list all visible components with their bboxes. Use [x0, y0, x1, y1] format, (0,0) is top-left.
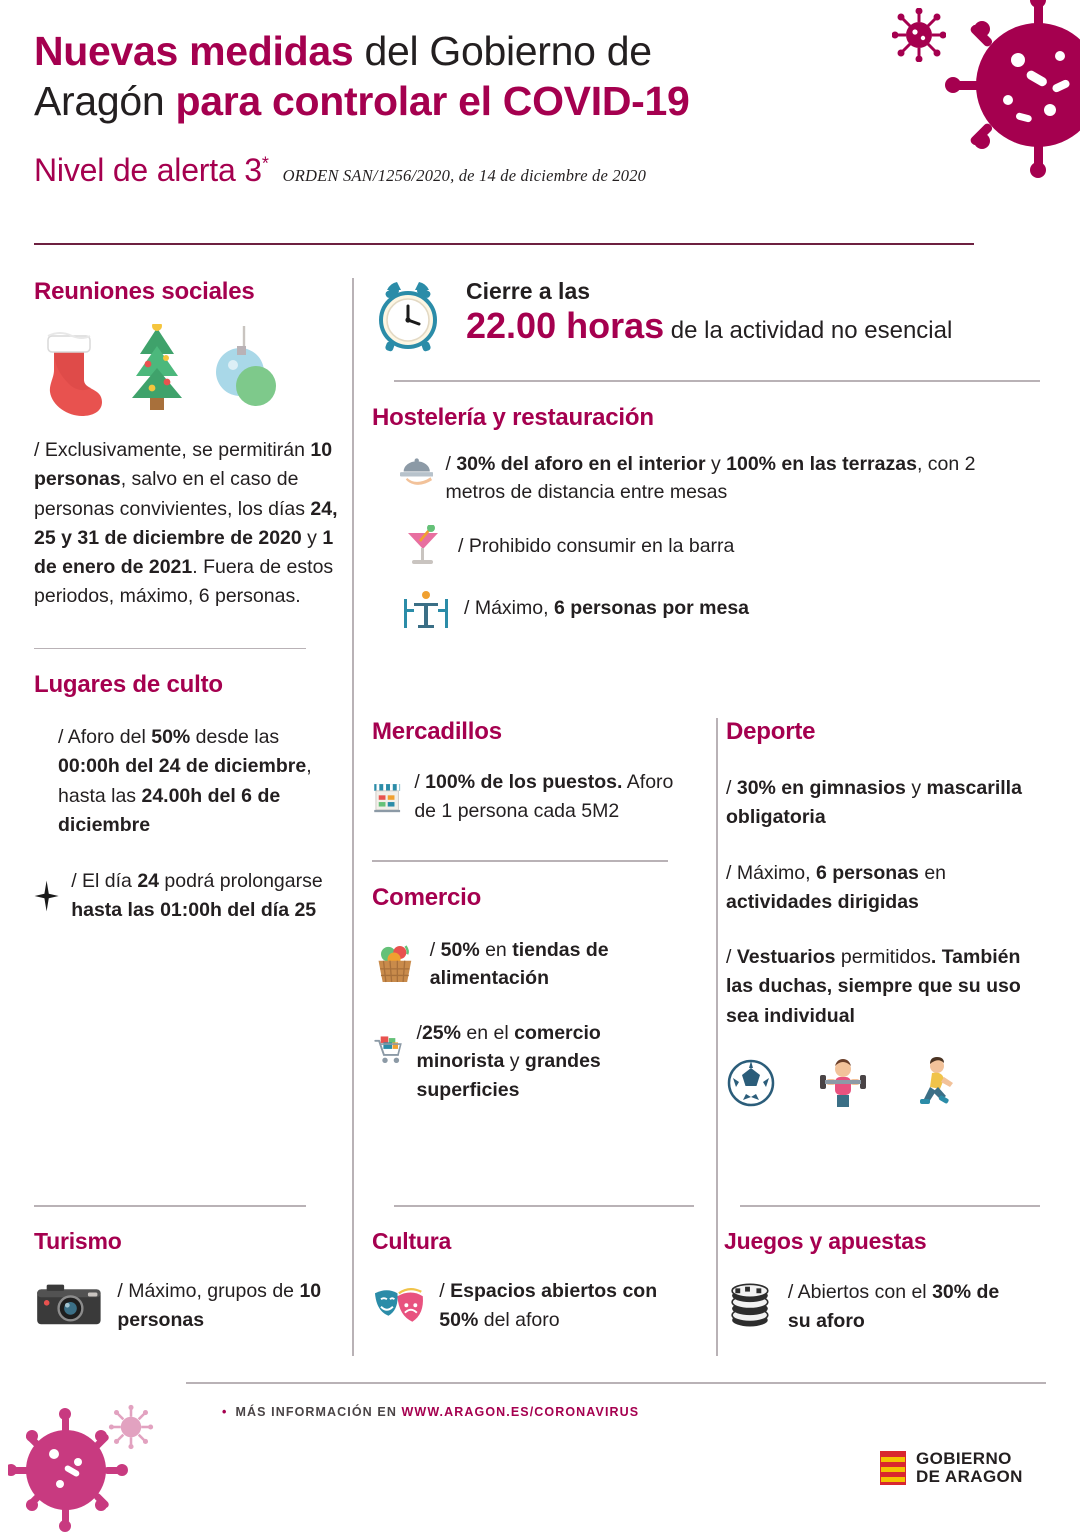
aragon-flag-icon [880, 1451, 906, 1485]
hos-1-b2: 100% en las terrazas [726, 452, 917, 475]
worship-1-a: / Aforo del [58, 726, 152, 748]
com-2-b2: comercio minorista [416, 1021, 601, 1073]
page-title-plain-2: Aragón [34, 78, 176, 125]
social-text [34, 436, 346, 612]
markets-item-text [414, 768, 678, 825]
alarm-clock-icon [372, 278, 444, 354]
left-divider-1 [34, 648, 306, 650]
mid-divider-1 [394, 380, 1040, 382]
hospitality-item-1-text [445, 450, 1040, 507]
star-burst-icon [34, 866, 59, 926]
order-reference: ORDEN SAN/1256/2020, de 14 de diciembre de 2020 [282, 166, 647, 186]
page-title-line-1 [34, 26, 914, 76]
culture-block [352, 1228, 696, 1339]
social-text-c: y [301, 526, 323, 549]
virus-svg-small-bottom [108, 1404, 154, 1450]
virus-illustration-small-bottom [108, 1404, 154, 1455]
worship-1-b2: 00:00h del 24 de diciembre [58, 755, 307, 778]
cocktail-icon [400, 525, 446, 569]
markets-a: / [414, 771, 426, 793]
virus-svg-large [930, 0, 1080, 220]
sport-3-c: permitidos [835, 946, 931, 968]
footer-url[interactable]: WWW.ARAGON.ES/CORONAVIRUS [401, 1405, 640, 1419]
poker-chips-icon [724, 1275, 776, 1339]
commerce-item-2-text [417, 1019, 678, 1105]
culture-item-text [439, 1277, 696, 1334]
social-text-a: / Exclusivamente, se permitirán [34, 439, 311, 461]
com-2-b1: 25% [421, 1021, 461, 1044]
sport-icons-row [726, 1057, 1022, 1109]
section-title-tourism: Turismo [34, 1228, 122, 1254]
bottom-divider-mid [394, 1205, 694, 1207]
social-text-b3: 1 de enero de 2021 [34, 526, 334, 578]
commerce-item-2 [372, 1019, 678, 1105]
alert-level-text: Nivel de alerta 3 [34, 152, 262, 189]
culture-item [372, 1275, 696, 1337]
bottom-divider-right [740, 1205, 1040, 1207]
page-title-highlight-1: Nuevas medidas [34, 28, 354, 74]
section-title-culture: Cultura [372, 1228, 452, 1254]
section-title-social: Reuniones sociales [34, 278, 255, 305]
sport-item-3 [726, 943, 1022, 1031]
com-1-a: / [429, 938, 441, 961]
camera-icon [34, 1275, 105, 1337]
theatre-masks-icon [372, 1275, 427, 1337]
column-markets-commerce [372, 718, 702, 1109]
footer-bullet: • [222, 1405, 228, 1419]
column-divider-1 [352, 278, 354, 1356]
com-1-b1: 50% [440, 938, 480, 961]
gambling-block [696, 1228, 1026, 1339]
christmas-stocking-icon [34, 330, 104, 416]
closing-time-texts [466, 278, 952, 346]
closing-rest: de la actividad no esencial [664, 317, 953, 344]
section-title-worship: Lugares de culto [34, 671, 223, 698]
gov-line-1: GOBIERNO [916, 1449, 1012, 1468]
hos-1-d: , con 2 metros de distancia entre mesas [445, 452, 976, 504]
social-text-d: . Fuera de estos periodos, máximo, 6 personas. [34, 556, 334, 608]
worship-1-d: , hasta las [58, 755, 312, 807]
left-column [34, 278, 346, 926]
worship-item-2-text [71, 867, 346, 924]
worship-1-b3: 24.00h del 6 de diciembre [58, 784, 281, 836]
footer-info [222, 1405, 639, 1419]
com-2-b3: grandes superficies [416, 1050, 601, 1102]
gambling-item-text [788, 1278, 1026, 1335]
weightlifter-icon [816, 1057, 870, 1109]
virus-illustration-bottom-left [8, 1392, 138, 1537]
com-1-c: en [479, 938, 513, 961]
section-title-gambling: Juegos y apuestas [724, 1228, 927, 1254]
table-chairs-icon [400, 587, 452, 631]
food-dome-icon [400, 450, 433, 490]
social-text-b1: 10 personas [34, 439, 333, 491]
worship-1-c: desde las [190, 726, 280, 748]
sport-3-b3: duchas, siempre que su uso sea individual [726, 975, 1021, 1027]
column-sport [702, 718, 1022, 1109]
tourism-item-text [117, 1277, 352, 1334]
markets-item [372, 768, 678, 826]
section-title-markets: Mercadillos [372, 718, 502, 745]
market-stall-icon [372, 768, 402, 826]
footer-divider [186, 1382, 1046, 1384]
hospitality-item-1 [400, 450, 1040, 507]
sport-3-b1: Vestuarios [736, 946, 836, 968]
hos-3-b1: 6 personas por mesa [553, 597, 750, 620]
commerce-item-1-text [430, 936, 678, 993]
sport-3-b2: . También las [726, 946, 1021, 998]
sport-3-a: / [726, 946, 737, 968]
section-title-hospitality: Hostelería y restauración [372, 403, 654, 431]
culture-c: del aforo [478, 1309, 560, 1331]
worship-1-b1: 50% [151, 726, 191, 748]
com-1-b2: tiendas de alimentación [429, 938, 609, 990]
sport-1-c: y [905, 777, 927, 799]
hospitality-item-3-text [464, 594, 749, 623]
worship-2-c: podrá prolongarse [159, 870, 323, 893]
commerce-item-1 [372, 936, 678, 993]
sport-1-b1: 30% en gimnasios [736, 777, 906, 799]
gov-line-2: DE ARAGON [916, 1466, 1023, 1486]
middle-column-top [372, 278, 1040, 649]
alert-level-label [34, 152, 269, 189]
bottom-divider-left [34, 1205, 306, 1207]
tourism-a: / Máximo, grupos de [117, 1280, 300, 1303]
government-logo [880, 1450, 1023, 1486]
christmas-tree-icon [122, 324, 192, 416]
markets-b1: 100% de los puestos. [425, 771, 623, 793]
hospitality-item-2 [400, 525, 1040, 569]
com-2-d: y [504, 1050, 525, 1073]
bottom-row [34, 1228, 1046, 1339]
hospitality-item-3 [400, 587, 1040, 631]
mid-right-columns [372, 718, 1040, 1109]
hos-1-b1: 30% del aforo en el interior [456, 452, 706, 475]
sport-item-1 [726, 774, 1022, 833]
shopping-cart-icon [372, 1019, 405, 1081]
mid-divider-2 [372, 860, 668, 862]
hospitality-items [372, 450, 1040, 631]
com-2-c: en el [460, 1021, 515, 1044]
gambling-b1: 30% de su aforo [787, 1281, 1000, 1332]
worship-item-1-text [58, 723, 346, 840]
culture-a: / [439, 1280, 451, 1303]
closing-label: Cierre a las [466, 278, 591, 304]
closing-time-value [466, 305, 952, 346]
worship-2-a: / El día [71, 870, 138, 893]
social-text-b2: 24, 25 y 31 de diciembre de 2020 [34, 497, 338, 549]
gambling-item [724, 1275, 1026, 1339]
com-2-a: / [416, 1021, 422, 1044]
food-basket-icon [372, 936, 418, 992]
footer-info-label: MÁS INFORMACIÓN EN [235, 1405, 402, 1419]
tourism-block [34, 1228, 352, 1339]
culture-b1: Espacios abiertos con 50% [439, 1280, 658, 1331]
virus-illustration-top-right [930, 0, 1080, 210]
hos-3-a: / Máximo, [464, 597, 554, 620]
markets-c: Aforo de 1 persona cada 5M2 [414, 771, 674, 822]
worship-2-b2: hasta las 01:00h del día 25 [71, 899, 317, 921]
hos-1-c: y [705, 452, 727, 475]
sport-item-2 [726, 859, 1022, 918]
page-header [34, 26, 914, 189]
section-title-sport: Deporte [726, 718, 816, 745]
closing-time-row [372, 278, 1040, 354]
tourism-b1: 10 personas [117, 1280, 322, 1331]
page-title-line-2 [34, 76, 914, 126]
social-text-b: , salvo en el caso de personas convivientes, los días [34, 468, 311, 520]
social-icons-row [34, 324, 346, 416]
alert-level-asterisk: * [261, 153, 269, 174]
sport-1-b2: mascarilla obligatoria [726, 777, 1022, 829]
hos-1-a: / [445, 452, 457, 475]
christmas-bauble-icon [210, 324, 280, 416]
sport-1-a: / [726, 777, 737, 799]
sport-2-c: en [918, 861, 947, 884]
worship-item-2 [34, 866, 346, 926]
soccer-ball-icon [726, 1058, 776, 1108]
runner-icon [910, 1057, 958, 1109]
gambling-a: / Abiertos con el [787, 1281, 933, 1304]
page-title-highlight-2: para controlar el COVID-19 [175, 78, 690, 125]
sport-2-b1: 6 personas [815, 861, 919, 884]
sport-2-b2: actividades dirigidas [726, 890, 919, 913]
worship-2-b1: 24 [137, 870, 160, 893]
section-title-commerce: Comercio [372, 883, 482, 911]
government-logo-text [916, 1450, 1023, 1486]
sport-2-a: / Máximo, [726, 861, 816, 884]
virus-svg-bottom-left [8, 1392, 138, 1532]
worship-item-1 [34, 723, 346, 840]
tourism-item [34, 1275, 352, 1337]
alert-level-row [34, 152, 914, 189]
hospitality-item-2-text: / Prohibido consumir en la barra [458, 535, 735, 558]
closing-hours: 22.00 horas [466, 305, 665, 346]
page-title-plain-1: del Gobierno de [353, 28, 652, 74]
header-divider [34, 243, 974, 245]
